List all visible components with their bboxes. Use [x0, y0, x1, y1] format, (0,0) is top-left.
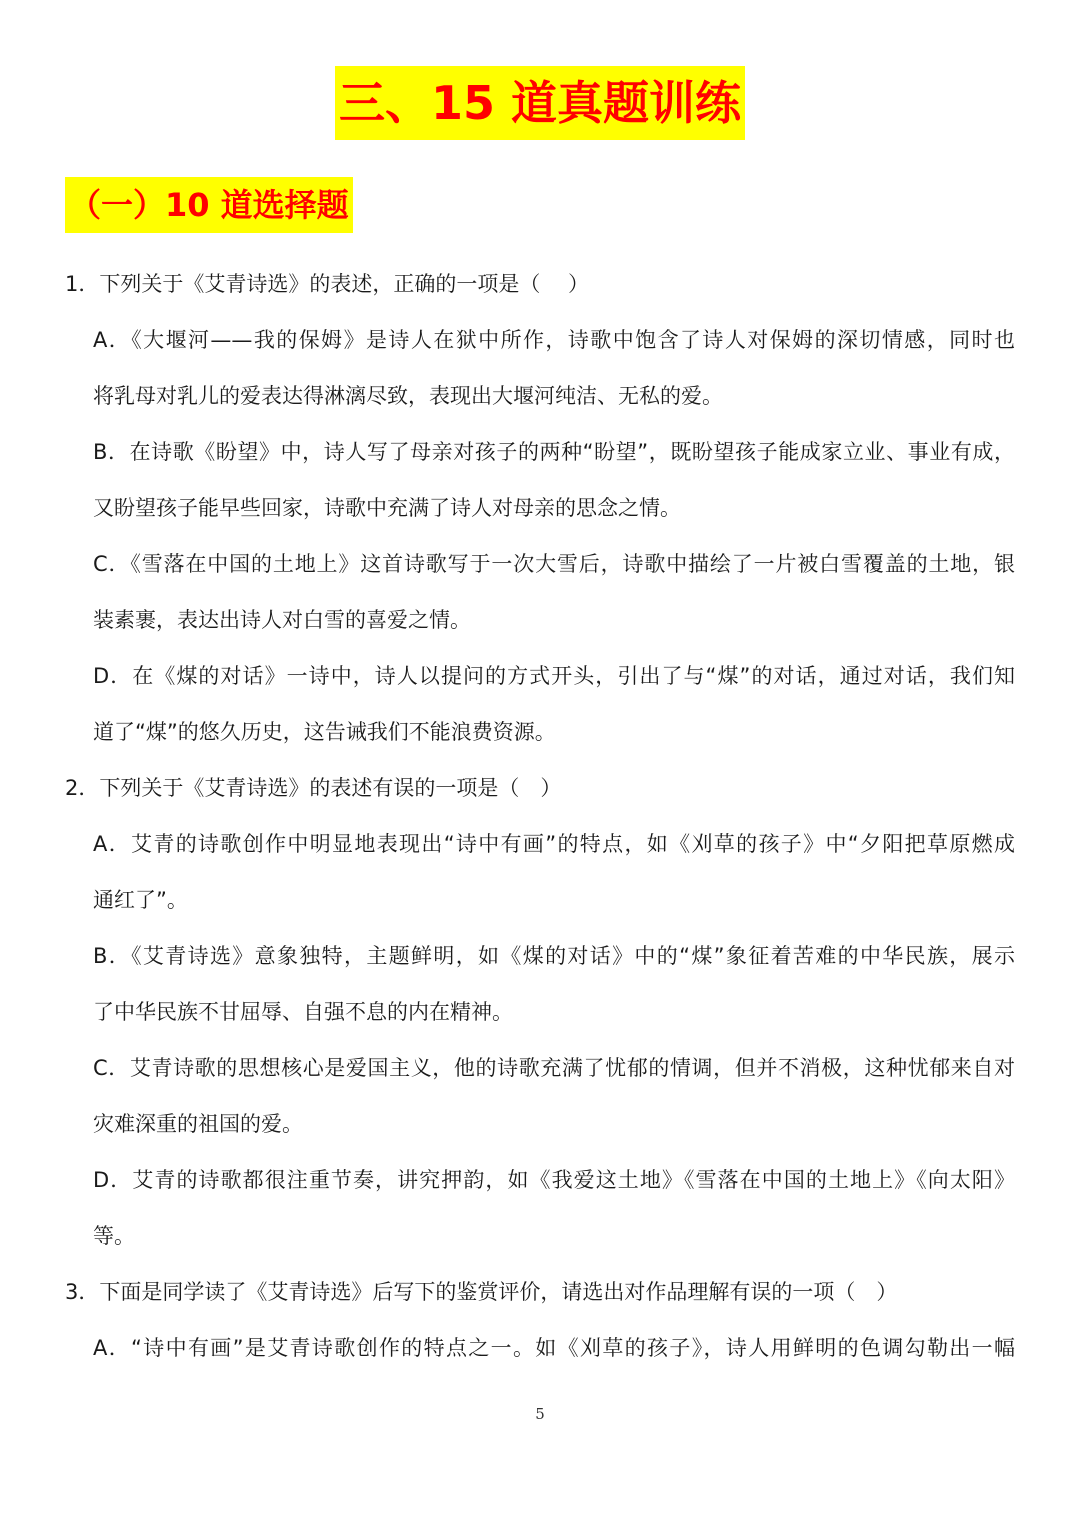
question-2-option-d-line-1: D．艾青的诗歌都很注重节奏，讲究押韵，如《我爱这土地》《雪落在中国的土地上》《向太阳》 — [93, 1168, 1015, 1192]
question-2-option-c-line-2: 灾难深重的祖国的爱。 — [93, 1112, 303, 1136]
question-1-option-b-line-1: B．在诗歌《盼望》中，诗人写了母亲对孩子的两种“盼望”，既盼望孩子能成家立业、事业有成， — [93, 440, 1015, 464]
question-1-option-d-line-1: D．在《煤的对话》一诗中，诗人以提问的方式开头，引出了与“煤”的对话，通过对话，我们知 — [93, 664, 1015, 688]
question-1-option-d-line-2: 道了“煤”的悠久历史，这告诫我们不能浪费资源。 — [93, 720, 556, 744]
section-heading: （一）10 道选择题 — [65, 177, 353, 233]
question-2-option-a-line-2: 通红了”。 — [93, 888, 188, 912]
question-1-option-a-line-1: A．《大堰河——我的保姆》是诗人在狱中所作，诗歌中饱含了诗人对保姆的深切情感，同时也 — [93, 328, 1015, 352]
question-1-option-b-line-2: 又盼望孩子能早些回家，诗歌中充满了诗人对母亲的思念之情。 — [93, 496, 681, 520]
question-2-option-b-line-2: 了中华民族不甘屈辱、自强不息的内在精神。 — [93, 1000, 513, 1024]
question-1-option-a-line-2: 将乳母对乳儿的爱表达得淋漓尽致，表现出大堰河纯洁、无私的爱。 — [93, 384, 723, 408]
question-1-stem: 1．下列关于《艾青诗选》的表述，正确的一项是（ ） — [65, 272, 590, 296]
question-2-option-c-line-1: C．艾青诗歌的思想核心是爱国主义，他的诗歌充满了忧郁的情调，但并不消极，这种忧郁来自对 — [93, 1056, 1015, 1080]
question-1-option-c-line-2: 装素裹，表达出诗人对白雪的喜爱之情。 — [93, 608, 471, 632]
question-2-option-a-line-1: A．艾青的诗歌创作中明显地表现出“诗中有画”的特点，如《刈草的孩子》中“夕阳把草原燃成 — [93, 832, 1015, 856]
question-3-stem: 3．下面是同学读了《艾青诗选》后写下的鉴赏评价，请选出对作品理解有误的一项（ ） — [65, 1280, 898, 1304]
question-1-option-c-line-1: C．《雪落在中国的土地上》这首诗歌写于一次大雪后，诗歌中描绘了一片被白雪覆盖的土地，银 — [93, 552, 1015, 576]
question-3-option-a-line-1: A．“诗中有画”是艾青诗歌创作的特点之一。如《刈草的孩子》，诗人用鲜明的色调勾勒出一幅 — [93, 1336, 1015, 1360]
page-title: 三、15 道真题训练 — [335, 66, 745, 140]
page-number: 5 — [535, 1405, 545, 1423]
question-2-stem: 2．下列关于《艾青诗选》的表述有误的一项是（ ） — [65, 776, 562, 800]
page-title-wrap — [0, 66, 1080, 140]
question-2-option-b-line-1: B．《艾青诗选》意象独特，主题鲜明，如《煤的对话》中的“煤”象征着苦难的中华民族，展示 — [93, 944, 1015, 968]
question-2-option-d-line-2: 等。 — [93, 1224, 135, 1248]
